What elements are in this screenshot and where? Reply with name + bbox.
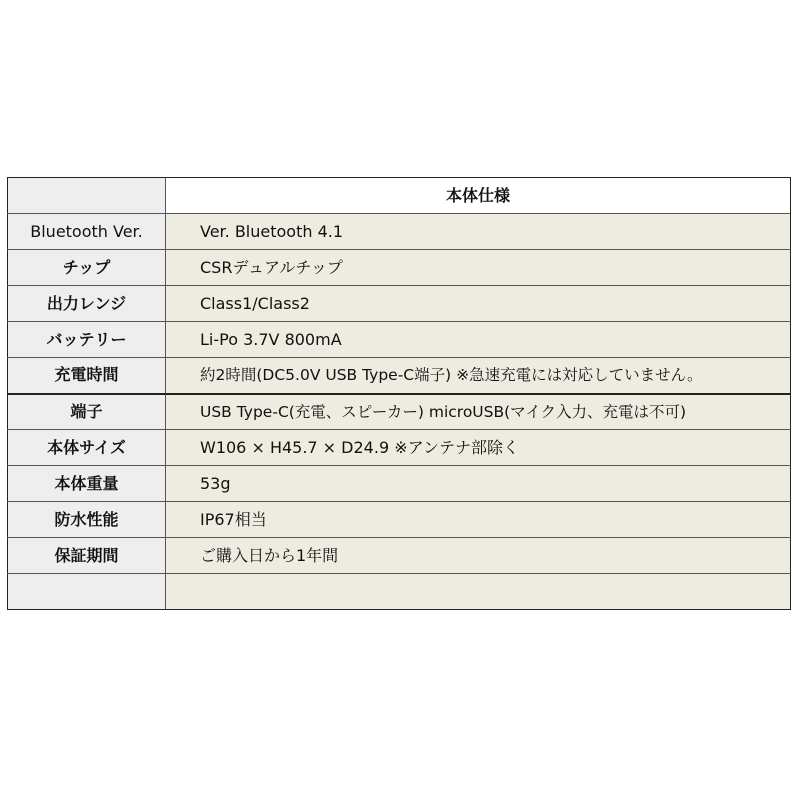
spec-label: バッテリー: [8, 322, 166, 358]
spec-label: チップ: [8, 250, 166, 286]
spec-row-warranty: [8, 538, 791, 574]
spec-value: W106 × H45.7 × D24.9 ※アンテナ部除く: [166, 430, 791, 466]
spec-value: Class1/Class2: [166, 286, 791, 322]
spec-header-row: [8, 178, 791, 214]
spec-label: 端子: [8, 394, 166, 430]
spec-header-corner: [8, 178, 166, 214]
spec-label: 充電時間: [8, 358, 166, 394]
spec-value: 53g: [166, 466, 791, 502]
spec-value: 約2時間(DC5.0V USB Type-C端子) ※急速充電には対応していません。: [166, 358, 791, 394]
spec-value: CSRデュアルチップ: [166, 250, 791, 286]
spec-value: [166, 574, 791, 610]
spec-row-output-range: [8, 286, 791, 322]
spec-label: [8, 574, 166, 610]
spec-row-bluetooth: [8, 214, 791, 250]
spec-row-weight: [8, 466, 791, 502]
spec-row-battery: [8, 322, 791, 358]
spec-label: Bluetooth Ver.: [8, 214, 166, 250]
spec-label: 本体重量: [8, 466, 166, 502]
spec-row-empty: [8, 574, 791, 610]
spec-row-size: [8, 430, 791, 466]
spec-label: 防水性能: [8, 502, 166, 538]
spec-row-waterproof: [8, 502, 791, 538]
spec-header-title: 本体仕様: [166, 178, 791, 214]
spec-label: 出力レンジ: [8, 286, 166, 322]
spec-value: Li-Po 3.7V 800mA: [166, 322, 791, 358]
spec-row-chip: [8, 250, 791, 286]
spec-value: USB Type-C(充電、スピーカー) microUSB(マイク入力、充電は不可): [166, 394, 791, 430]
spec-value: Ver. Bluetooth 4.1: [166, 214, 791, 250]
spec-table: [7, 177, 791, 610]
spec-row-terminal: [8, 394, 791, 430]
spec-row-charge-time: [8, 358, 791, 394]
spec-value: IP67相当: [166, 502, 791, 538]
spec-label: 本体サイズ: [8, 430, 166, 466]
spec-value: ご購入日から1年間: [166, 538, 791, 574]
spec-label: 保証期間: [8, 538, 166, 574]
